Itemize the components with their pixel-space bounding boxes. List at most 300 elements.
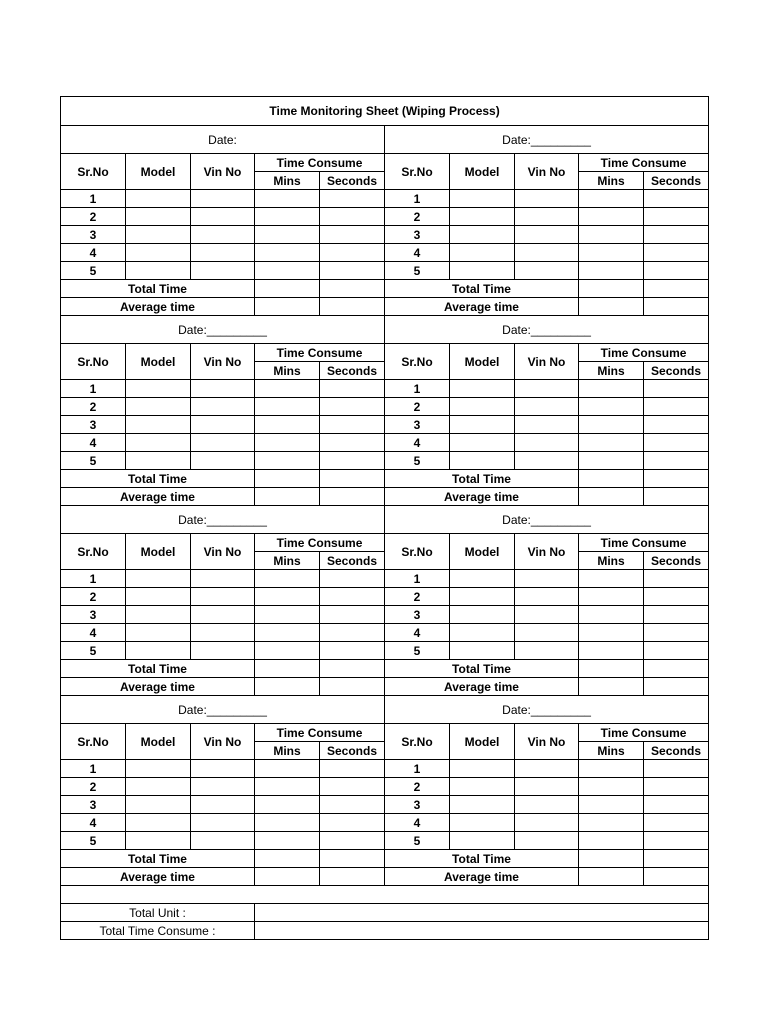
left-average-time-seconds-cell[interactable]	[320, 678, 385, 696]
right-vin-cell[interactable]	[515, 624, 579, 642]
right-total-time-label: Total Time	[385, 280, 579, 298]
right-vin-cell[interactable]	[515, 814, 579, 832]
date-field-left[interactable]: Date:_________	[61, 696, 385, 724]
left-vin-cell[interactable]	[191, 832, 255, 850]
date-field-left[interactable]: Date:_________	[61, 506, 385, 534]
left-col-model: Model	[126, 534, 191, 570]
left-col-model: Model	[126, 344, 191, 380]
right-row-number: 1	[385, 380, 450, 398]
right-seconds-cell[interactable]	[644, 760, 709, 778]
table-row	[61, 190, 709, 208]
right-seconds-cell[interactable]	[644, 244, 709, 262]
left-total-time-label: Total Time	[61, 850, 255, 868]
left-mins-cell[interactable]	[255, 434, 320, 452]
right-vin-cell[interactable]	[515, 588, 579, 606]
header-row	[61, 344, 709, 362]
right-seconds-cell[interactable]	[644, 262, 709, 280]
left-seconds-cell[interactable]	[320, 814, 385, 832]
right-total-time-mins-cell[interactable]	[579, 850, 644, 868]
left-model-cell[interactable]	[126, 778, 191, 796]
left-mins-cell[interactable]	[255, 190, 320, 208]
right-total-time-seconds-cell[interactable]	[644, 280, 709, 298]
right-model-cell[interactable]	[450, 760, 515, 778]
right-vin-cell[interactable]	[515, 208, 579, 226]
right-vin-cell[interactable]	[515, 570, 579, 588]
header-row	[61, 154, 709, 172]
left-vin-cell[interactable]	[191, 642, 255, 660]
right-mins-cell[interactable]	[579, 588, 644, 606]
right-vin-cell[interactable]	[515, 796, 579, 814]
left-row-number: 2	[61, 208, 126, 226]
left-vin-cell[interactable]	[191, 606, 255, 624]
left-total-time-seconds-cell[interactable]	[320, 850, 385, 868]
header-row	[61, 724, 709, 742]
left-col-srno: Sr.No	[61, 724, 126, 760]
left-seconds-cell[interactable]	[320, 380, 385, 398]
left-model-cell[interactable]	[126, 434, 191, 452]
right-model-cell[interactable]	[450, 570, 515, 588]
right-total-time-label: Total Time	[385, 850, 579, 868]
left-model-cell[interactable]	[126, 588, 191, 606]
total-time-consume-row	[61, 922, 709, 940]
left-seconds-cell[interactable]	[320, 434, 385, 452]
right-mins-cell[interactable]	[579, 778, 644, 796]
left-row-number: 1	[61, 570, 126, 588]
right-mins-cell[interactable]	[579, 570, 644, 588]
left-row-number: 5	[61, 642, 126, 660]
left-mins-cell[interactable]	[255, 244, 320, 262]
table-row	[61, 624, 709, 642]
right-seconds-cell[interactable]	[644, 452, 709, 470]
left-seconds-cell[interactable]	[320, 588, 385, 606]
right-average-time-mins-cell[interactable]	[579, 488, 644, 506]
date-field-right[interactable]: Date:_________	[385, 696, 709, 724]
total-time-row	[61, 280, 709, 298]
left-mins-cell[interactable]	[255, 814, 320, 832]
left-mins-cell[interactable]	[255, 452, 320, 470]
left-col-time-consume: Time Consume	[255, 724, 385, 742]
total-time-consume-label: Total Time Consume :	[61, 922, 255, 940]
right-mins-cell[interactable]	[579, 398, 644, 416]
date-field-left[interactable]: Date:	[61, 126, 385, 154]
right-col-mins: Mins	[579, 172, 644, 190]
right-col-vinno: Vin No	[515, 154, 579, 190]
right-col-srno: Sr.No	[385, 154, 450, 190]
right-vin-cell[interactable]	[515, 380, 579, 398]
left-vin-cell[interactable]	[191, 416, 255, 434]
total-time-row	[61, 470, 709, 488]
right-vin-cell[interactable]	[515, 434, 579, 452]
right-col-time-consume: Time Consume	[579, 534, 709, 552]
right-model-cell[interactable]	[450, 398, 515, 416]
right-col-model: Model	[450, 534, 515, 570]
right-model-cell[interactable]	[450, 814, 515, 832]
right-vin-cell[interactable]	[515, 642, 579, 660]
right-model-cell[interactable]	[450, 778, 515, 796]
left-total-time-seconds-cell[interactable]	[320, 280, 385, 298]
left-mins-cell[interactable]	[255, 398, 320, 416]
left-col-mins: Mins	[255, 362, 320, 380]
spacer-row	[61, 886, 709, 904]
total-time-row	[61, 660, 709, 678]
right-model-cell[interactable]	[450, 262, 515, 280]
right-row-number: 4	[385, 624, 450, 642]
right-seconds-cell[interactable]	[644, 796, 709, 814]
right-mins-cell[interactable]	[579, 416, 644, 434]
right-vin-cell[interactable]	[515, 416, 579, 434]
left-model-cell[interactable]	[126, 226, 191, 244]
right-seconds-cell[interactable]	[644, 570, 709, 588]
left-total-time-mins-cell[interactable]	[255, 470, 320, 488]
right-mins-cell[interactable]	[579, 606, 644, 624]
left-vin-cell[interactable]	[191, 226, 255, 244]
right-mins-cell[interactable]	[579, 814, 644, 832]
left-seconds-cell[interactable]	[320, 570, 385, 588]
left-seconds-cell[interactable]	[320, 398, 385, 416]
right-mins-cell[interactable]	[579, 262, 644, 280]
right-average-time-mins-cell[interactable]	[579, 678, 644, 696]
table-row	[61, 244, 709, 262]
left-average-time-mins-cell[interactable]	[255, 868, 320, 886]
left-model-cell[interactable]	[126, 244, 191, 262]
left-vin-cell[interactable]	[191, 796, 255, 814]
right-vin-cell[interactable]	[515, 398, 579, 416]
left-col-seconds: Seconds	[320, 742, 385, 760]
right-row-number: 4	[385, 244, 450, 262]
left-average-time-mins-cell[interactable]	[255, 298, 320, 316]
total-unit-value[interactable]	[255, 904, 709, 922]
left-col-vinno: Vin No	[191, 534, 255, 570]
right-mins-cell[interactable]	[579, 380, 644, 398]
average-time-row	[61, 868, 709, 886]
right-model-cell[interactable]	[450, 208, 515, 226]
left-vin-cell[interactable]	[191, 190, 255, 208]
average-time-row	[61, 678, 709, 696]
right-model-cell[interactable]	[450, 642, 515, 660]
right-row-number: 5	[385, 642, 450, 660]
right-seconds-cell[interactable]	[644, 208, 709, 226]
left-vin-cell[interactable]	[191, 778, 255, 796]
left-seconds-cell[interactable]	[320, 778, 385, 796]
left-row-number: 3	[61, 606, 126, 624]
right-row-number: 2	[385, 588, 450, 606]
left-col-mins: Mins	[255, 172, 320, 190]
right-mins-cell[interactable]	[579, 642, 644, 660]
right-average-time-seconds-cell[interactable]	[644, 678, 709, 696]
left-seconds-cell[interactable]	[320, 832, 385, 850]
right-seconds-cell[interactable]	[644, 434, 709, 452]
right-col-srno: Sr.No	[385, 534, 450, 570]
date-field-right[interactable]: Date:_________	[385, 506, 709, 534]
left-seconds-cell[interactable]	[320, 416, 385, 434]
date-field-right[interactable]: Date:_________	[385, 316, 709, 344]
left-average-time-mins-cell[interactable]	[255, 678, 320, 696]
left-mins-cell[interactable]	[255, 796, 320, 814]
right-seconds-cell[interactable]	[644, 398, 709, 416]
left-model-cell[interactable]	[126, 208, 191, 226]
left-row-number: 2	[61, 588, 126, 606]
right-total-time-label: Total Time	[385, 470, 579, 488]
left-col-model: Model	[126, 154, 191, 190]
right-vin-cell[interactable]	[515, 262, 579, 280]
right-model-cell[interactable]	[450, 832, 515, 850]
table-row	[61, 416, 709, 434]
right-model-cell[interactable]	[450, 226, 515, 244]
left-model-cell[interactable]	[126, 398, 191, 416]
left-vin-cell[interactable]	[191, 398, 255, 416]
table-row	[61, 208, 709, 226]
left-row-number: 3	[61, 226, 126, 244]
left-model-cell[interactable]	[126, 452, 191, 470]
right-col-seconds: Seconds	[644, 172, 709, 190]
right-seconds-cell[interactable]	[644, 606, 709, 624]
left-mins-cell[interactable]	[255, 226, 320, 244]
right-mins-cell[interactable]	[579, 624, 644, 642]
left-seconds-cell[interactable]	[320, 606, 385, 624]
right-model-cell[interactable]	[450, 380, 515, 398]
table-row	[61, 434, 709, 452]
right-model-cell[interactable]	[450, 588, 515, 606]
right-average-time-mins-cell[interactable]	[579, 298, 644, 316]
left-model-cell[interactable]	[126, 796, 191, 814]
right-model-cell[interactable]	[450, 244, 515, 262]
left-vin-cell[interactable]	[191, 452, 255, 470]
right-model-cell[interactable]	[450, 606, 515, 624]
left-mins-cell[interactable]	[255, 380, 320, 398]
left-model-cell[interactable]	[126, 760, 191, 778]
left-row-number: 3	[61, 416, 126, 434]
right-mins-cell[interactable]	[579, 226, 644, 244]
right-col-mins: Mins	[579, 742, 644, 760]
left-seconds-cell[interactable]	[320, 226, 385, 244]
left-model-cell[interactable]	[126, 814, 191, 832]
left-vin-cell[interactable]	[191, 588, 255, 606]
left-seconds-cell[interactable]	[320, 262, 385, 280]
left-total-time-mins-cell[interactable]	[255, 850, 320, 868]
right-seconds-cell[interactable]	[644, 642, 709, 660]
left-vin-cell[interactable]	[191, 760, 255, 778]
right-total-time-seconds-cell[interactable]	[644, 660, 709, 678]
left-model-cell[interactable]	[126, 624, 191, 642]
right-model-cell[interactable]	[450, 434, 515, 452]
right-vin-cell[interactable]	[515, 226, 579, 244]
right-mins-cell[interactable]	[579, 796, 644, 814]
left-seconds-cell[interactable]	[320, 190, 385, 208]
right-vin-cell[interactable]	[515, 190, 579, 208]
left-col-model: Model	[126, 724, 191, 760]
left-model-cell[interactable]	[126, 570, 191, 588]
left-model-cell[interactable]	[126, 832, 191, 850]
left-vin-cell[interactable]	[191, 624, 255, 642]
table-row	[61, 832, 709, 850]
left-mins-cell[interactable]	[255, 832, 320, 850]
left-row-number: 4	[61, 244, 126, 262]
right-seconds-cell[interactable]	[644, 226, 709, 244]
left-row-number: 5	[61, 262, 126, 280]
left-mins-cell[interactable]	[255, 642, 320, 660]
right-col-vinno: Vin No	[515, 534, 579, 570]
right-average-time-label: Average time	[385, 488, 579, 506]
right-model-cell[interactable]	[450, 452, 515, 470]
left-mins-cell[interactable]	[255, 262, 320, 280]
left-col-srno: Sr.No	[61, 534, 126, 570]
left-model-cell[interactable]	[126, 606, 191, 624]
right-mins-cell[interactable]	[579, 452, 644, 470]
right-col-vinno: Vin No	[515, 724, 579, 760]
left-seconds-cell[interactable]	[320, 642, 385, 660]
right-row-number: 4	[385, 814, 450, 832]
right-seconds-cell[interactable]	[644, 588, 709, 606]
date-field-left[interactable]: Date:_________	[61, 316, 385, 344]
right-col-seconds: Seconds	[644, 742, 709, 760]
right-vin-cell[interactable]	[515, 244, 579, 262]
average-time-row	[61, 298, 709, 316]
left-total-time-label: Total Time	[61, 660, 255, 678]
left-total-time-seconds-cell[interactable]	[320, 660, 385, 678]
left-total-time-label: Total Time	[61, 280, 255, 298]
right-row-number: 3	[385, 796, 450, 814]
left-vin-cell[interactable]	[191, 380, 255, 398]
right-row-number: 4	[385, 434, 450, 452]
right-mins-cell[interactable]	[579, 208, 644, 226]
right-vin-cell[interactable]	[515, 452, 579, 470]
left-mins-cell[interactable]	[255, 760, 320, 778]
right-mins-cell[interactable]	[579, 190, 644, 208]
right-mins-cell[interactable]	[579, 244, 644, 262]
right-total-time-mins-cell[interactable]	[579, 280, 644, 298]
left-col-seconds: Seconds	[320, 172, 385, 190]
date-row	[61, 316, 709, 344]
right-model-cell[interactable]	[450, 190, 515, 208]
table-row	[61, 380, 709, 398]
left-row-number: 1	[61, 760, 126, 778]
left-col-time-consume: Time Consume	[255, 154, 385, 172]
right-average-time-seconds-cell[interactable]	[644, 868, 709, 886]
table-row	[61, 398, 709, 416]
left-mins-cell[interactable]	[255, 606, 320, 624]
left-vin-cell[interactable]	[191, 814, 255, 832]
left-seconds-cell[interactable]	[320, 208, 385, 226]
table-row	[61, 642, 709, 660]
left-average-time-mins-cell[interactable]	[255, 488, 320, 506]
left-average-time-seconds-cell[interactable]	[320, 868, 385, 886]
left-seconds-cell[interactable]	[320, 796, 385, 814]
left-vin-cell[interactable]	[191, 434, 255, 452]
left-seconds-cell[interactable]	[320, 244, 385, 262]
right-total-time-mins-cell[interactable]	[579, 470, 644, 488]
left-row-number: 2	[61, 778, 126, 796]
right-row-number: 2	[385, 398, 450, 416]
right-model-cell[interactable]	[450, 624, 515, 642]
right-mins-cell[interactable]	[579, 434, 644, 452]
left-seconds-cell[interactable]	[320, 452, 385, 470]
total-time-consume-value[interactable]	[255, 922, 709, 940]
right-total-time-mins-cell[interactable]	[579, 660, 644, 678]
left-mins-cell[interactable]	[255, 416, 320, 434]
left-model-cell[interactable]	[126, 262, 191, 280]
left-model-cell[interactable]	[126, 416, 191, 434]
date-field-right[interactable]: Date:_________	[385, 126, 709, 154]
left-row-number: 5	[61, 452, 126, 470]
left-mins-cell[interactable]	[255, 208, 320, 226]
left-seconds-cell[interactable]	[320, 624, 385, 642]
right-row-number: 5	[385, 452, 450, 470]
right-col-time-consume: Time Consume	[579, 724, 709, 742]
left-mins-cell[interactable]	[255, 624, 320, 642]
left-row-number: 4	[61, 814, 126, 832]
right-seconds-cell[interactable]	[644, 190, 709, 208]
right-row-number: 1	[385, 190, 450, 208]
left-seconds-cell[interactable]	[320, 760, 385, 778]
right-seconds-cell[interactable]	[644, 778, 709, 796]
left-model-cell[interactable]	[126, 190, 191, 208]
right-vin-cell[interactable]	[515, 832, 579, 850]
left-vin-cell[interactable]	[191, 262, 255, 280]
right-model-cell[interactable]	[450, 796, 515, 814]
left-mins-cell[interactable]	[255, 570, 320, 588]
left-average-time-seconds-cell[interactable]	[320, 298, 385, 316]
left-vin-cell[interactable]	[191, 244, 255, 262]
table-row	[61, 606, 709, 624]
right-col-srno: Sr.No	[385, 724, 450, 760]
right-average-time-mins-cell[interactable]	[579, 868, 644, 886]
left-col-srno: Sr.No	[61, 344, 126, 380]
left-model-cell[interactable]	[126, 380, 191, 398]
table-row	[61, 796, 709, 814]
left-row-number: 4	[61, 434, 126, 452]
left-average-time-label: Average time	[61, 868, 255, 886]
left-vin-cell[interactable]	[191, 570, 255, 588]
right-vin-cell[interactable]	[515, 606, 579, 624]
left-model-cell[interactable]	[126, 642, 191, 660]
left-total-time-seconds-cell[interactable]	[320, 470, 385, 488]
left-mins-cell[interactable]	[255, 588, 320, 606]
right-mins-cell[interactable]	[579, 832, 644, 850]
right-col-srno: Sr.No	[385, 344, 450, 380]
right-seconds-cell[interactable]	[644, 814, 709, 832]
right-average-time-seconds-cell[interactable]	[644, 298, 709, 316]
table-row	[61, 760, 709, 778]
right-row-number: 3	[385, 226, 450, 244]
right-total-time-seconds-cell[interactable]	[644, 850, 709, 868]
right-seconds-cell[interactable]	[644, 832, 709, 850]
right-seconds-cell[interactable]	[644, 380, 709, 398]
left-col-seconds: Seconds	[320, 362, 385, 380]
left-mins-cell[interactable]	[255, 778, 320, 796]
right-seconds-cell[interactable]	[644, 416, 709, 434]
left-vin-cell[interactable]	[191, 208, 255, 226]
right-vin-cell[interactable]	[515, 778, 579, 796]
left-row-number: 1	[61, 380, 126, 398]
right-mins-cell[interactable]	[579, 760, 644, 778]
total-time-row	[61, 850, 709, 868]
right-seconds-cell[interactable]	[644, 624, 709, 642]
left-average-time-label: Average time	[61, 298, 255, 316]
header-row	[61, 534, 709, 552]
left-average-time-seconds-cell[interactable]	[320, 488, 385, 506]
total-unit-row	[61, 904, 709, 922]
left-total-time-mins-cell[interactable]	[255, 280, 320, 298]
left-col-srno: Sr.No	[61, 154, 126, 190]
right-col-time-consume: Time Consume	[579, 344, 709, 362]
right-average-time-seconds-cell[interactable]	[644, 488, 709, 506]
table-row	[61, 226, 709, 244]
right-vin-cell[interactable]	[515, 760, 579, 778]
left-row-number: 2	[61, 398, 126, 416]
right-model-cell[interactable]	[450, 416, 515, 434]
right-total-time-seconds-cell[interactable]	[644, 470, 709, 488]
left-total-time-mins-cell[interactable]	[255, 660, 320, 678]
